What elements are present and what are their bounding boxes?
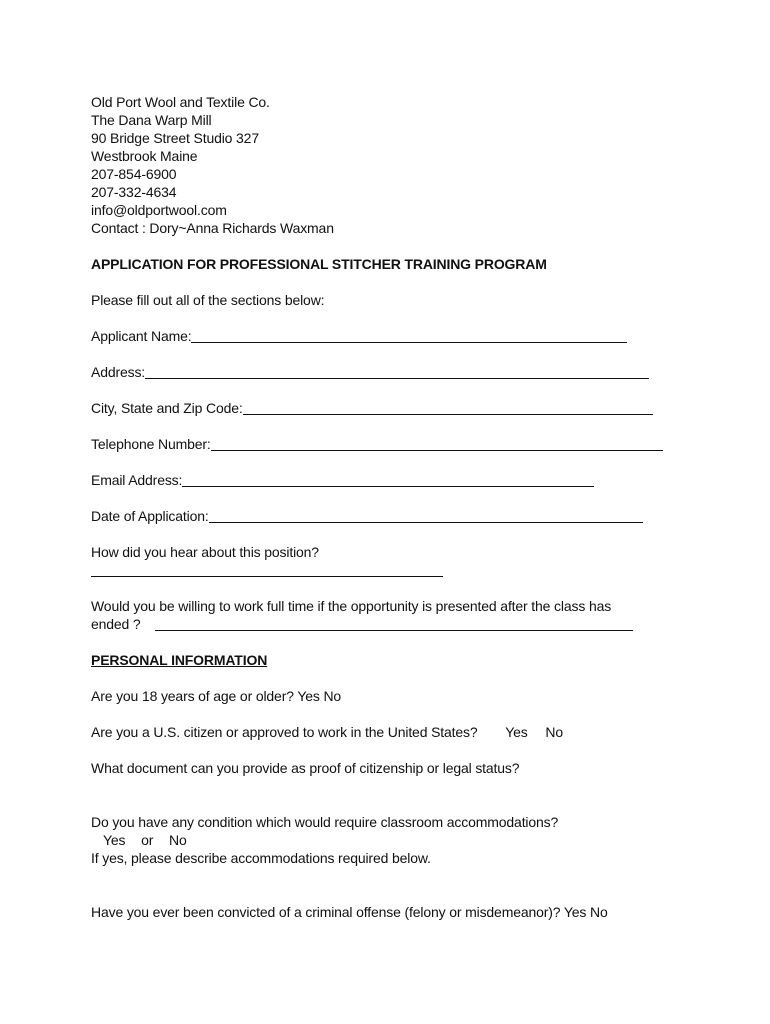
hear-about-field[interactable] [91, 562, 443, 577]
city-state-zip-field[interactable] [243, 400, 653, 415]
application-form-page [91, 93, 691, 921]
age-question: Are you 18 years of age or older? Yes No [91, 688, 342, 704]
criminal-question: Have you ever been convicted of a criminal offense (felony or misdemeanor)? Yes No [91, 904, 608, 920]
company-building: The Dana Warp Mill [91, 112, 212, 128]
full-time-question: Would you be willing to work full time if the opportunity is presented after the class has [91, 598, 612, 614]
full-time-field[interactable] [155, 616, 633, 631]
citizen-question: Are you a U.S. citizen or approved to work in the United States? [91, 724, 478, 740]
telephone-row [91, 435, 691, 453]
form-instructions: Please fill out all of the sections below: [91, 292, 325, 308]
accommodation-options [91, 831, 691, 849]
hear-about-question: How did you hear about this position? [91, 544, 319, 560]
citizen-no-option[interactable]: No [545, 724, 563, 740]
email-row [91, 471, 691, 489]
accommodation-no-option[interactable]: No [169, 832, 187, 848]
accommodation-or-text: or [141, 832, 154, 848]
city-state-zip-label: City, State and Zip Code: [91, 400, 243, 416]
company-email: info@oldportwool.com [91, 202, 227, 218]
full-time-row [91, 615, 691, 633]
company-phone-1: 207-854-6900 [91, 166, 177, 182]
company-name: Old Port Wool and Textile Co. [91, 94, 270, 110]
applicant-name-row [91, 327, 691, 345]
email-field[interactable] [182, 472, 594, 487]
email-label: Email Address: [91, 472, 183, 488]
full-time-question-end: ended ? [91, 616, 141, 632]
company-street: 90 Bridge Street Studio 327 [91, 130, 259, 146]
citizen-row [91, 723, 691, 741]
accommodation-yes-option[interactable]: Yes [103, 832, 126, 848]
accommodation-describe: If yes, please describe accommodations required below. [91, 850, 431, 866]
company-phone-2: 207-332-4634 [91, 184, 177, 200]
telephone-field[interactable] [211, 436, 663, 451]
date-row [91, 507, 691, 525]
personal-info-heading: PERSONAL INFORMATION [91, 652, 268, 668]
accommodation-question: Do you have any condition which would require classroom accommodations? [91, 814, 559, 830]
company-city: Westbrook Maine [91, 148, 198, 164]
form-title: APPLICATION FOR PROFESSIONAL STITCHER TRAINING PROGRAM [91, 256, 547, 272]
company-contact: Contact : Dory~Anna Richards Waxman [91, 220, 334, 236]
date-field[interactable] [209, 508, 643, 523]
city-state-zip-row [91, 399, 691, 417]
applicant-name-field[interactable] [191, 328, 627, 343]
address-field[interactable] [145, 364, 649, 379]
applicant-name-label: Applicant Name: [91, 328, 192, 344]
date-label: Date of Application: [91, 508, 209, 524]
citizen-yes-option[interactable]: Yes [505, 724, 528, 740]
address-row [91, 363, 691, 381]
hear-about-row [91, 561, 691, 579]
address-label: Address: [91, 364, 146, 380]
telephone-label: Telephone Number: [91, 436, 211, 452]
company-info-block [91, 93, 691, 237]
document-question: What document can you provide as proof of citizenship or legal status? [91, 760, 520, 776]
